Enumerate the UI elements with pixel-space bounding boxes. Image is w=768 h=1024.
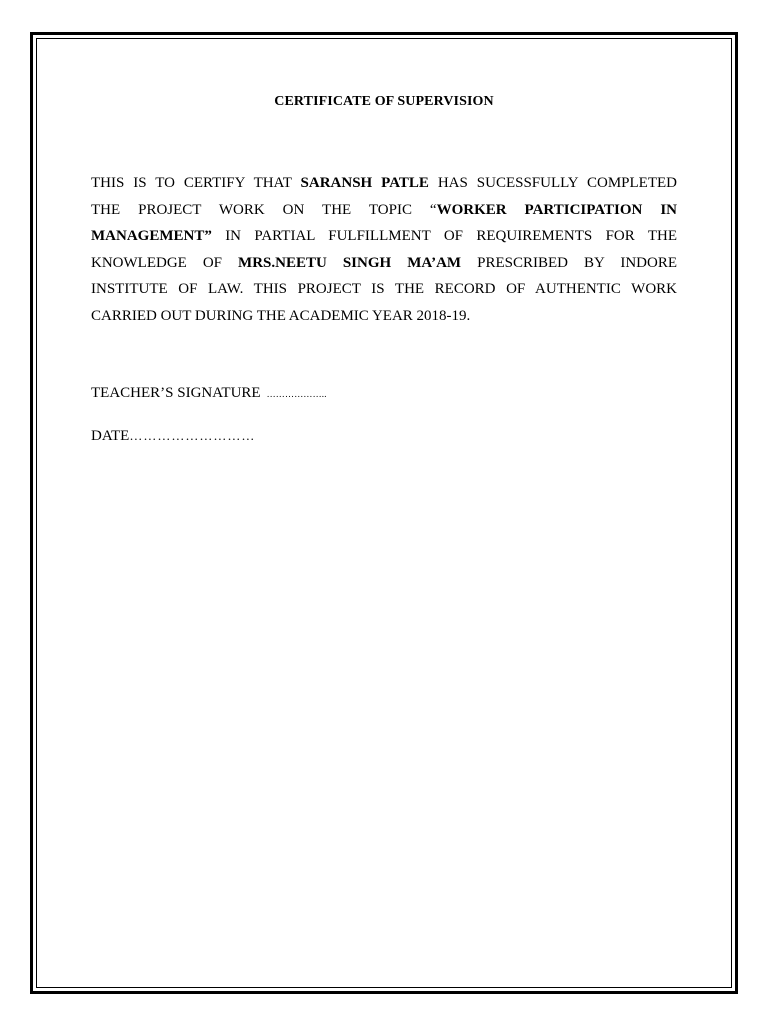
certificate-title: CERTIFICATE OF SUPERVISION	[274, 94, 494, 109]
teacher-signature-label: TEACHER’S SIGNATURE	[91, 385, 261, 401]
body-line-2: THE PROJECT WORK ON THE TOPIC “WORKER PARTICIPATION IN	[91, 201, 677, 218]
body-line-5: INSTITUTE OF LAW. THIS PROJECT IS THE RECORD OF AUTHENTIC WORK	[91, 281, 677, 297]
date-dots: ………………………	[129, 428, 256, 443]
signature-dots: ………………..	[266, 389, 327, 399]
date-row	[91, 428, 255, 445]
body-line-6: CARRIED OUT DURING THE ACADEMIC YEAR 2018-19.	[91, 307, 471, 324]
body-line-4: KNOWLEDGE OF MRS.NEETU SINGH MA’AM PRESCRIBED BY INDORE	[91, 254, 677, 271]
teacher-name: MRS.NEETU SINGH MA’AM	[238, 254, 462, 271]
teacher-signature-row	[91, 385, 327, 402]
date-label: DATE	[91, 428, 130, 444]
certificate-body	[91, 170, 677, 329]
project-topic-part2: MANAGEMENT”	[91, 228, 212, 244]
student-name: SARANSH PATLE	[300, 175, 429, 191]
project-topic-part1: WORKER PARTICIPATION IN	[436, 201, 677, 218]
body-line-1: THIS IS TO CERTIFY THAT SARANSH PATLE HAS SUCESSFULLY COMPLETED	[91, 175, 677, 191]
body-line-3: MANAGEMENT” IN PARTIAL FULFILLMENT OF REQUIREMENTS FOR THE	[91, 228, 677, 244]
